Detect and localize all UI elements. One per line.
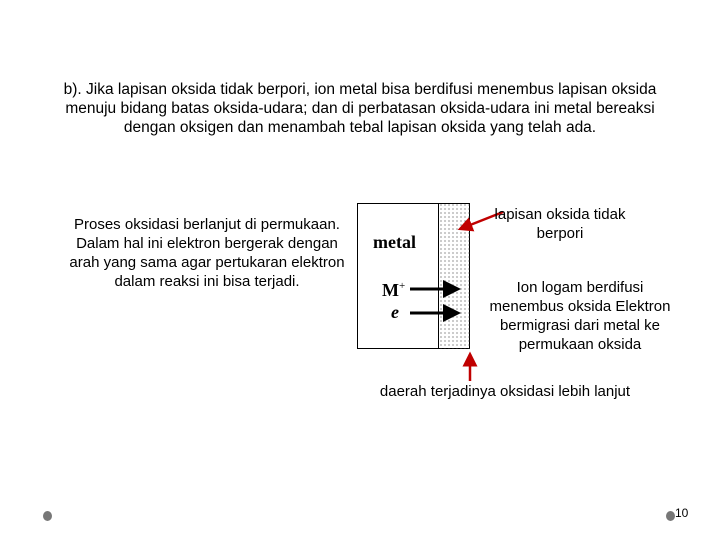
region-label: daerah terjadinya oksidasi lebih lanjut — [379, 383, 631, 400]
ion-charge: + — [399, 280, 406, 292]
oxide-label: lapisan oksida tidak berpori — [494, 206, 626, 242]
bullet-left — [43, 511, 52, 521]
intro-paragraph: b). Jika lapisan oksida tidak berpori, ion metal bisa berdifusi menembus lapisan oksida menuju bidang batas oksida-udara; dan di perbatasan oksida-udara ini metal bereaksi dengan oksigen dan menambah tebal lapisan oksida yang telah ada. — [63, 81, 657, 136]
metal-label: metal — [373, 232, 416, 252]
process-description: Proses oksidasi berlanjut di permukaan. Dalam hal ini elektron bergerak dengan arah yang sama agar pertukaran elektron dalam reaksi ini bisa terjadi. — [69, 216, 345, 290]
ion-symbol: M — [382, 280, 399, 300]
electron-label: e — [391, 302, 399, 322]
page-number: 10 — [675, 506, 689, 520]
bullet-right — [666, 511, 675, 521]
diffusion-label: Ion logam berdifusi menembus oksida Elektron bermigrasi dari metal ke permukaan oksida — [489, 279, 671, 353]
